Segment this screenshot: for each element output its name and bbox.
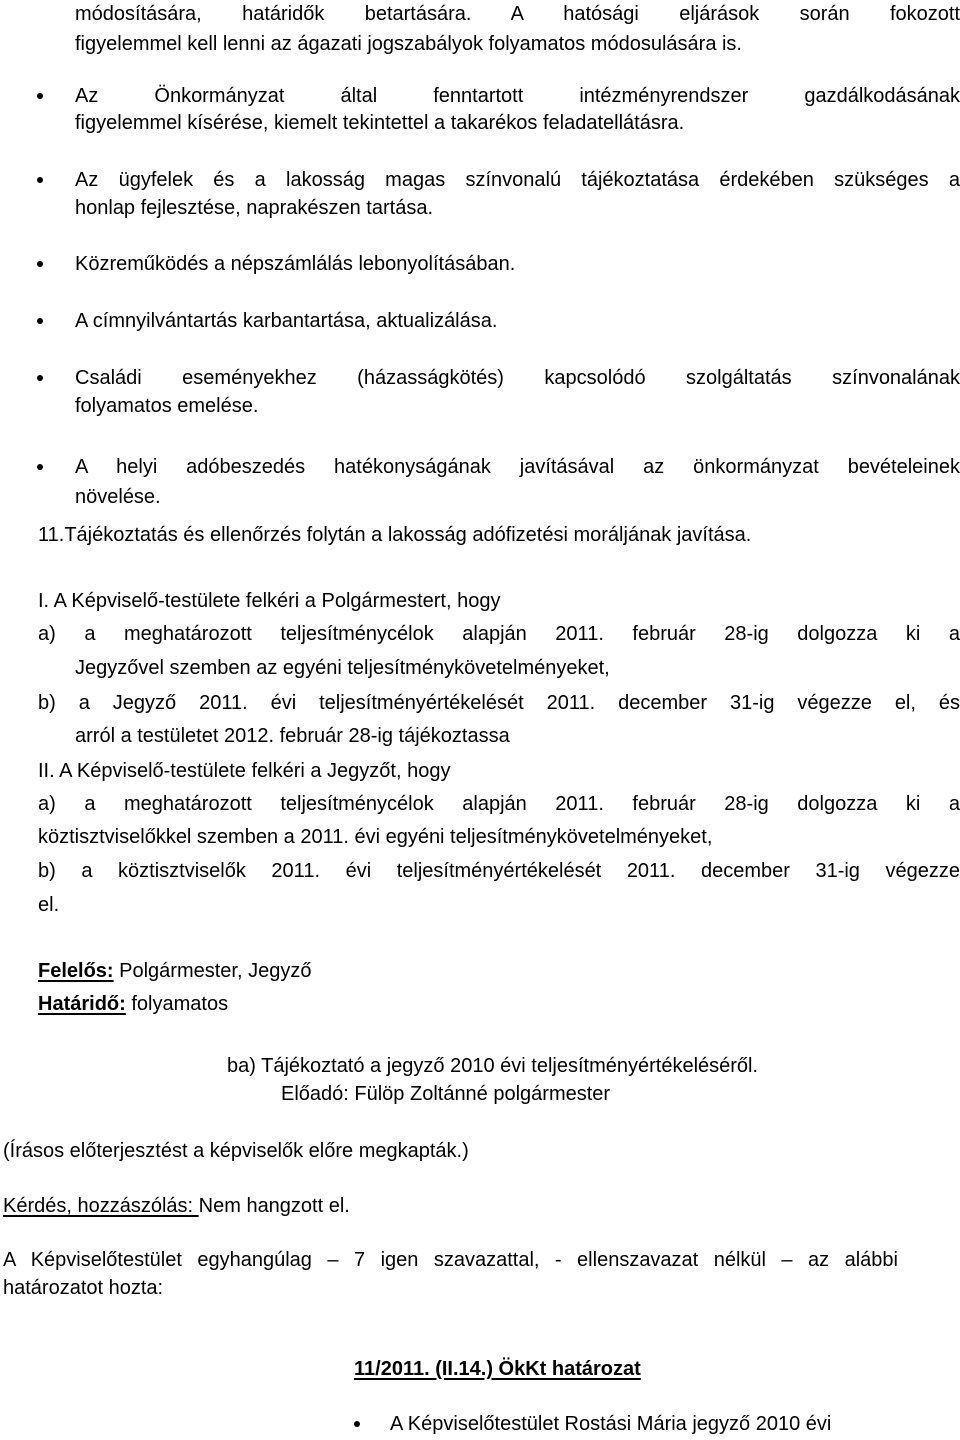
bullet-icon: [354, 1421, 360, 1427]
section-1-item-b-line-2: arról a testületet 2012. február 28-ig tájékoztassa: [75, 725, 510, 747]
questions-label: Kérdés, hozzászólás:: [3, 1195, 199, 1217]
responsible-label: Felelős:: [38, 960, 114, 982]
bullet-6-line-2: növelése.: [75, 486, 161, 508]
section-1-item-a-line-2: Jegyzővel szemben az egyéni teljesítménykövetelményeket,: [75, 657, 610, 679]
section-1-item-b-line-1: b) a Jegyző 2011. évi teljesítményértékelését 2011. december 31-ig végezze el, és: [38, 692, 960, 714]
bullet-5-line-1: Családi eseményekhez (házasságkötés) kapcsolódó szolgáltatás színvonalának: [75, 367, 960, 389]
written-proposal-note: (Írásos előterjesztést a képviselők előre megkapták.): [3, 1140, 469, 1162]
bullet-6-line-1: A helyi adóbeszedés hatékonyságának javításával az önkormányzat bevételeinek: [75, 456, 960, 478]
agenda-item-title: ba) Tájékoztató a jegyző 2010 évi teljesítményértékeléséről.: [227, 1055, 759, 1077]
deadline-value: folyamatos: [125, 993, 229, 1015]
intro-line-2: figyelemmel kell lenni az ágazati jogszabályok folyamatos módosulására is.: [75, 33, 742, 55]
responsible: [38, 956, 960, 986]
bullet-icon: [37, 177, 43, 183]
deadline: [38, 989, 960, 1019]
intro-line-1: módosítására, határidők betartására. A hatósági eljárások során fokozott: [75, 3, 960, 25]
bullet-icon: [37, 464, 43, 470]
vote-line-1: A Képviselőtestület egyhangúlag – 7 igen szavazattal, - ellenszavazat nélkül – az alábbi: [3, 1249, 898, 1271]
vote-line-2: határozatot hozta:: [3, 1277, 164, 1299]
questions-value: Nem hangzott el.: [198, 1195, 350, 1217]
bullet-1-line-2: figyelemmel kísérése, kiemelt tekintettel a takarékos feladatellátásra.: [75, 112, 685, 134]
bullet-icon: [37, 318, 43, 324]
responsible-value: Polgármester, Jegyző: [113, 960, 312, 982]
bullet-icon: [37, 375, 43, 381]
bullet-2-line-2: honlap fejlesztése, naprakészen tartása.: [75, 197, 433, 219]
section-2-item-a-line-2: köztisztviselőkkel szemben a 2011. évi egyéni teljesítménykövetelményeket,: [38, 826, 713, 848]
bullet-1-line-1: Az Önkormányzat által fenntartott intézményrendszer gazdálkodásának: [75, 85, 960, 107]
bullet-3-line-1: Közreműködés a népszámlálás lebonyolításában.: [75, 253, 516, 275]
bullet-4-line-1: A címnyilvántartás karbantartása, aktualizálása.: [75, 310, 498, 332]
final-bullet-text: A Képviselőtestület Rostási Mária jegyző 2010 évi: [390, 1413, 832, 1435]
section-2-item-a-line-1: a) a meghatározott teljesítménycélok alapján 2011. február 28-ig dolgozza ki a: [38, 793, 960, 815]
questions-comments: [3, 1191, 960, 1221]
bullet-icon: [37, 261, 43, 267]
section-2-heading: II. A Képviselő-testülete felkéri a Jegyzőt, hogy: [38, 760, 451, 782]
section-2-item-b-line-1: b) a köztisztviselők 2011. évi teljesítményértékelését 2011. december 31-ig végezze: [38, 860, 960, 882]
bullet-2-line-1: Az ügyfelek és a lakosság magas színvonalú tájékoztatása érdekében szükséges a: [75, 169, 960, 191]
deadline-label: Határidő:: [38, 993, 126, 1015]
resolution-title: 11/2011. (II.14.) ÖkKt határozat: [354, 1358, 641, 1380]
agenda-presenter: Előadó: Fülöp Zoltánné polgármester: [281, 1083, 611, 1105]
section-1-heading: I. A Képviselő-testülete felkéri a Polgármestert, hogy: [38, 590, 501, 612]
section-2-item-b-line-2: el.: [38, 894, 60, 916]
bullet-5-line-2: folyamatos emelése.: [75, 395, 259, 417]
section-1-item-a-line-1: a) a meghatározott teljesítménycélok alapján 2011. február 28-ig dolgozza ki a: [38, 623, 960, 645]
bullet-icon: [37, 93, 43, 99]
item-11: 11.Tájékoztatás és ellenőrzés folytán a lakosság adófizetési moráljának javítása.: [38, 524, 752, 546]
